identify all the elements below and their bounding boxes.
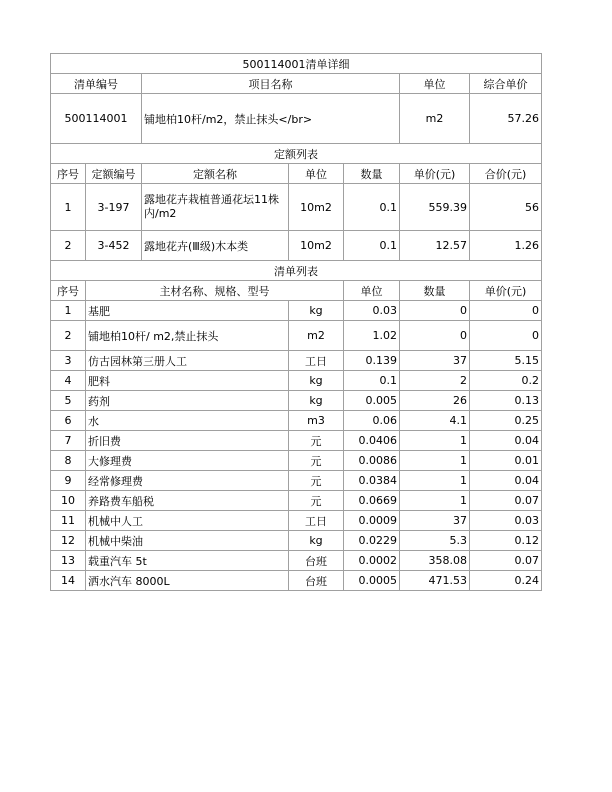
- material-row: [51, 551, 542, 571]
- material-unit: 台班: [289, 571, 344, 591]
- material-qty: 0.03: [344, 301, 400, 321]
- material-name: 仿古园林第三册人工: [86, 351, 289, 371]
- material-unit: kg: [289, 391, 344, 411]
- quota-unit-header: 单位: [289, 164, 344, 184]
- material-total: 5.15: [470, 351, 542, 371]
- material-name: 机械中人工: [86, 511, 289, 531]
- material-seq: 10: [51, 491, 86, 511]
- material-qty: 0.0009: [344, 511, 400, 531]
- material-unit: 工日: [289, 351, 344, 371]
- quota-section-title: 定额列表: [51, 144, 542, 164]
- material-name: 洒水汽车 8000L: [86, 571, 289, 591]
- material-price: 5.3: [400, 531, 470, 551]
- material-header-row: [51, 281, 542, 301]
- material-qty-header: 数量: [400, 281, 470, 301]
- material-unit: m2: [289, 321, 344, 351]
- material-qty: 0.0086: [344, 451, 400, 471]
- material-seq: 9: [51, 471, 86, 491]
- material-unit: 台班: [289, 551, 344, 571]
- material-row: [51, 411, 542, 431]
- material-seq: 11: [51, 511, 86, 531]
- material-total: 0: [470, 321, 542, 351]
- material-row: [51, 321, 542, 351]
- material-qty: 0.0229: [344, 531, 400, 551]
- material-price: 4.1: [400, 411, 470, 431]
- quota-header-row: [51, 164, 542, 184]
- item-name-header: 项目名称: [142, 74, 400, 94]
- detail-table: [50, 53, 542, 301]
- material-row: [51, 451, 542, 471]
- quota-seq: 2: [51, 231, 86, 261]
- material-seq: 2: [51, 321, 86, 351]
- quota-total-header: 合价(元): [470, 164, 542, 184]
- material-unit: m3: [289, 411, 344, 431]
- material-qty: 0.0002: [344, 551, 400, 571]
- material-price: 1: [400, 471, 470, 491]
- material-price: 471.53: [400, 571, 470, 591]
- material-total: 0.25: [470, 411, 542, 431]
- material-unit: kg: [289, 301, 344, 321]
- quota-name: 露地花卉栽植普通花坛11株内/m2: [142, 184, 289, 231]
- item-row: [51, 94, 542, 144]
- material-qty: 0.005: [344, 391, 400, 411]
- material-price: 1: [400, 491, 470, 511]
- material-name: 养路费车船税: [86, 491, 289, 511]
- item-price: 57.26: [470, 94, 542, 144]
- material-row: [51, 471, 542, 491]
- material-name: 铺地柏10杆/ m2,禁止抹头: [86, 321, 289, 351]
- material-seq: 14: [51, 571, 86, 591]
- material-unit: 工日: [289, 511, 344, 531]
- material-qty: 0.1: [344, 371, 400, 391]
- material-unit-header: 单位: [344, 281, 400, 301]
- material-seq: 3: [51, 351, 86, 371]
- material-price: 2: [400, 371, 470, 391]
- material-total: 0.07: [470, 491, 542, 511]
- material-name: 机械中柴油: [86, 531, 289, 551]
- material-name: 基肥: [86, 301, 289, 321]
- quota-total: 56: [470, 184, 542, 231]
- material-price: 37: [400, 511, 470, 531]
- material-seq: 6: [51, 411, 86, 431]
- material-price: 37: [400, 351, 470, 371]
- material-qty: 0.0669: [344, 491, 400, 511]
- material-name: 水: [86, 411, 289, 431]
- quota-code: 3-452: [86, 231, 142, 261]
- quota-code-header: 定额编号: [86, 164, 142, 184]
- item-name: 铺地柏10杆/m2，禁止抹头</br>: [142, 94, 400, 144]
- material-row: [51, 511, 542, 531]
- material-row: [51, 391, 542, 411]
- material-seq: 7: [51, 431, 86, 451]
- material-seq: 8: [51, 451, 86, 471]
- item-header-row: [51, 74, 542, 94]
- material-name-header: 主材名称、规格、型号: [86, 281, 344, 301]
- material-total: 0.07: [470, 551, 542, 571]
- material-total: 0.12: [470, 531, 542, 551]
- quota-qty: 0.1: [344, 184, 400, 231]
- quota-price: 559.39: [400, 184, 470, 231]
- material-section-row: [51, 261, 542, 281]
- table-title: 500114001清单详细: [51, 54, 542, 74]
- material-qty: 0.06: [344, 411, 400, 431]
- material-qty: 0.0406: [344, 431, 400, 451]
- material-section-title: 清单列表: [51, 261, 542, 281]
- material-total: 0.01: [470, 451, 542, 471]
- material-total: 0: [470, 301, 542, 321]
- title-row: [51, 54, 542, 74]
- material-table: [50, 300, 542, 591]
- quota-section-row: [51, 144, 542, 164]
- material-row: [51, 531, 542, 551]
- item-unit: m2: [400, 94, 470, 144]
- material-price: 0: [400, 301, 470, 321]
- material-price: 358.08: [400, 551, 470, 571]
- item-code-header: 清单编号: [51, 74, 142, 94]
- material-row: [51, 301, 542, 321]
- material-qty: 0.0005: [344, 571, 400, 591]
- quota-unit: 10m2: [289, 184, 344, 231]
- material-seq-header: 序号: [51, 281, 86, 301]
- material-row: [51, 371, 542, 391]
- item-price-header: 综合单价: [470, 74, 542, 94]
- material-unit: 元: [289, 451, 344, 471]
- quota-unit: 10m2: [289, 231, 344, 261]
- material-name: 药剂: [86, 391, 289, 411]
- material-total: 0.04: [470, 431, 542, 451]
- material-row: [51, 571, 542, 591]
- quota-qty-header: 数量: [344, 164, 400, 184]
- material-name: 折旧费: [86, 431, 289, 451]
- material-price-header: 单价(元): [470, 281, 542, 301]
- material-unit: 元: [289, 431, 344, 451]
- material-name: 经常修理费: [86, 471, 289, 491]
- material-price: 26: [400, 391, 470, 411]
- quota-price-header: 单价(元): [400, 164, 470, 184]
- material-total: 0.04: [470, 471, 542, 491]
- quota-name: 露地花卉(Ⅲ级)木本类: [142, 231, 289, 261]
- material-price: 0: [400, 321, 470, 351]
- material-name: 载重汽车 5t: [86, 551, 289, 571]
- material-name: 大修理费: [86, 451, 289, 471]
- material-qty: 1.02: [344, 321, 400, 351]
- material-unit: 元: [289, 491, 344, 511]
- quota-total: 1.26: [470, 231, 542, 261]
- material-row: [51, 351, 542, 371]
- material-price: 1: [400, 431, 470, 451]
- material-unit: kg: [289, 371, 344, 391]
- quota-seq: 1: [51, 184, 86, 231]
- material-row: [51, 431, 542, 451]
- item-unit-header: 单位: [400, 74, 470, 94]
- material-qty: 0.139: [344, 351, 400, 371]
- material-qty: 0.0384: [344, 471, 400, 491]
- material-total: 0.13: [470, 391, 542, 411]
- material-seq: 13: [51, 551, 86, 571]
- material-seq: 1: [51, 301, 86, 321]
- material-total: 0.03: [470, 511, 542, 531]
- quota-qty: 0.1: [344, 231, 400, 261]
- material-total: 0.2: [470, 371, 542, 391]
- material-seq: 5: [51, 391, 86, 411]
- quota-code: 3-197: [86, 184, 142, 231]
- material-seq: 12: [51, 531, 86, 551]
- material-total: 0.24: [470, 571, 542, 591]
- material-unit: 元: [289, 471, 344, 491]
- quota-row: [51, 184, 542, 231]
- item-code: 500114001: [51, 94, 142, 144]
- material-unit: kg: [289, 531, 344, 551]
- quota-price: 12.57: [400, 231, 470, 261]
- quota-row: [51, 231, 542, 261]
- material-name: 肥料: [86, 371, 289, 391]
- material-price: 1: [400, 451, 470, 471]
- quota-name-header: 定额名称: [142, 164, 289, 184]
- material-seq: 4: [51, 371, 86, 391]
- quota-seq-header: 序号: [51, 164, 86, 184]
- material-row: [51, 491, 542, 511]
